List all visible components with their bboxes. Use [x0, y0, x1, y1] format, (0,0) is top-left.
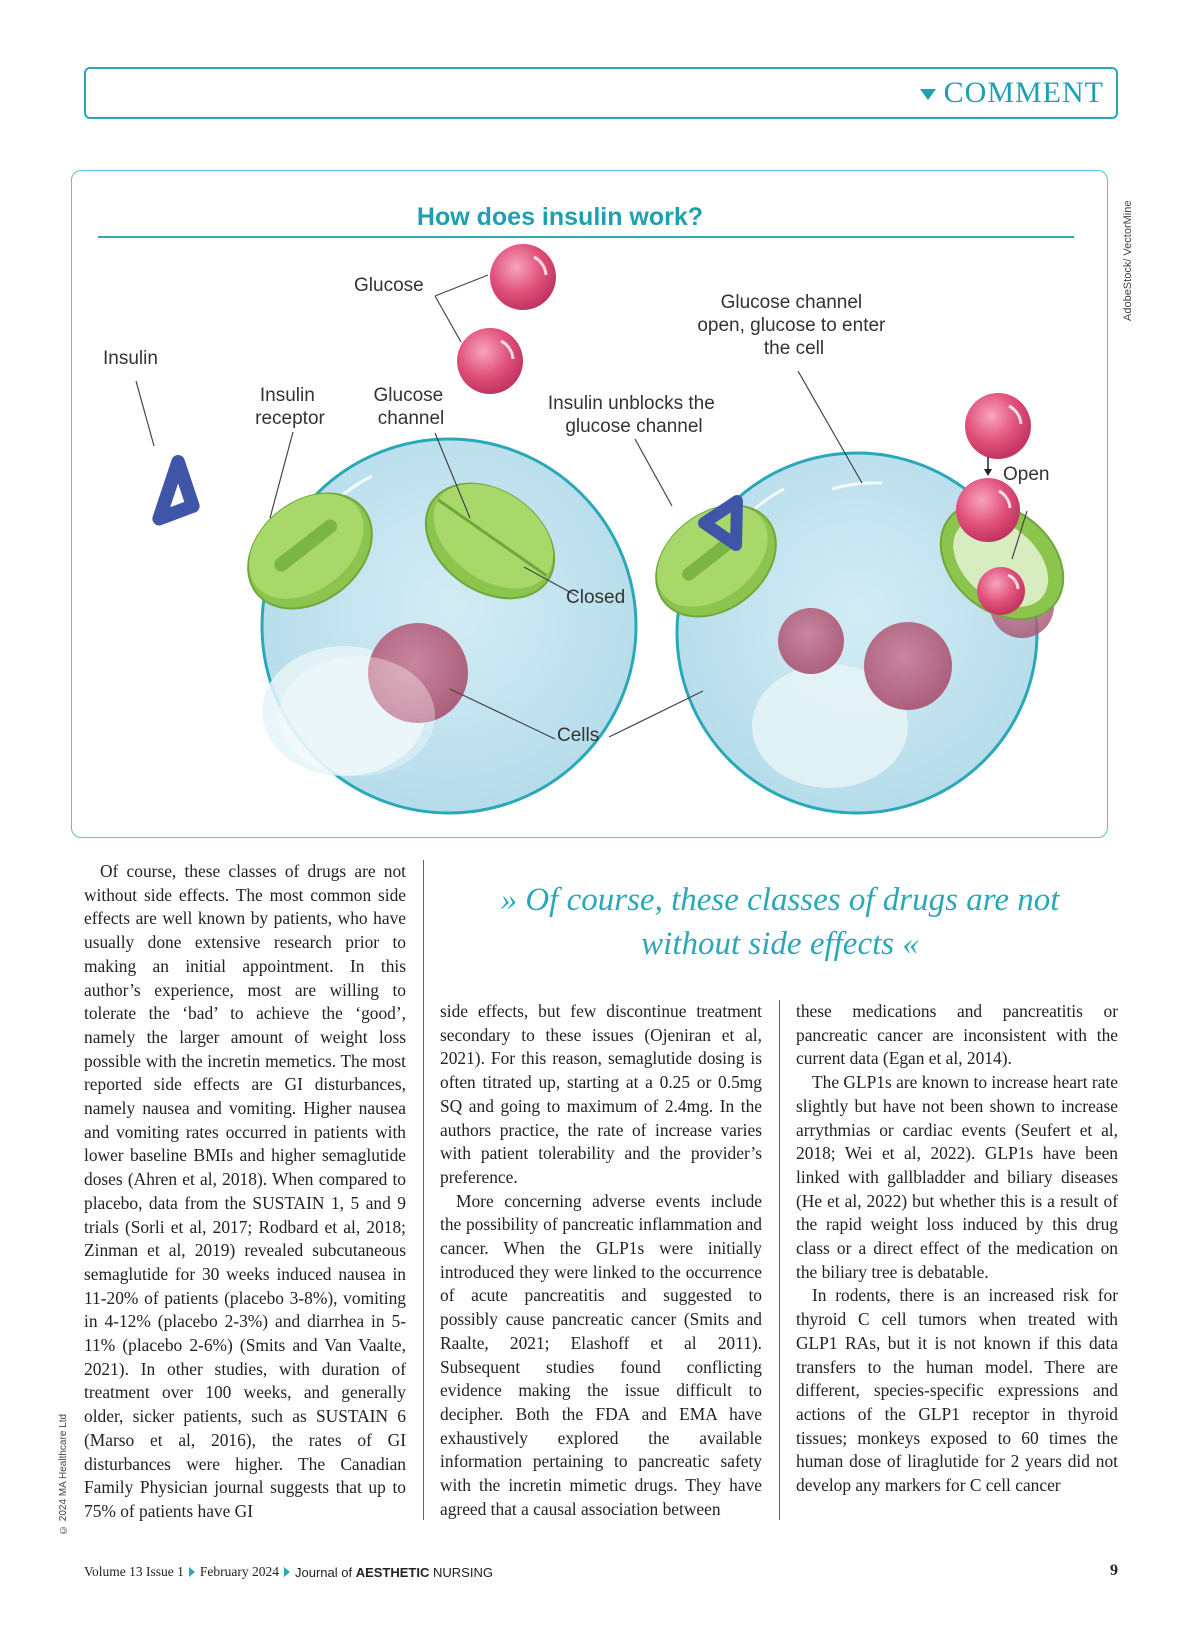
section-label [920, 76, 1104, 110]
journal-bold: AESTHETIC [355, 1564, 430, 1580]
footer-journal [295, 1565, 493, 1580]
article-paragraph: Of course, these classes of drugs are not without side effects. The most common side effects are well known by patients, who have usually done extensive research prior to making an initial appointment. In this author’s experience, most are willing to tolerate the ‘bad’ to achieve the ‘good’, namely the larger amount of weight loss possible with the incretin memetics. The most reported side effects are GI disturbances, namely nausea and vomiting. Higher nausea and vomiting rates occurred in patients with lower baseline BMIs and higher semaglutide doses (Ahren et al, 2018). When compared to placebo, data from the SUSTAIN 1, 5 and 9 trials (Sorli et al, 2017; Rodbard et al, 2018; Zinman et al, 2019) revealed subcutaneous semaglutide for 30 weeks induced nausea in 11-20% of patients (placebo 3-8%), vomiting in 4-12% (placebo 2-3%) and diarrhea in 5-11% (placebo 2-6%) (Smits and Van Vaalte, 2021). In other studies, with duration of treatment over 100 weeks, and generally older, sicker patients, such as SUSTAIN 6 (Marso et al, 2016), the rates of GI disturbances were higher. The Canadian Family Physician journal suggests that up to 75% of patients have GI [84, 861, 406, 1521]
label-closed: Closed [566, 587, 626, 608]
arrow-down-icon [984, 469, 992, 476]
label-cells: Cells [557, 725, 600, 746]
insulin-molecule [159, 462, 193, 519]
article-paragraph: In rodents, there is an increased risk for thyroid C cell tumors when treated with GLP1 RAs, but it is not known if this data transfers to the human model. There are different, species-specific expressions and actions of the GLP1 receptor in thyroid tissues; monkeys exposed to 60 times the human dose of liraglutide for 2 years did not develop any markers for C cell cancer [796, 1285, 1118, 1496]
label-insulin-receptor: Insulin receptor [255, 385, 325, 429]
section-header [84, 67, 1118, 119]
figure-title: How does insulin work? [416, 203, 704, 231]
column-divider [423, 860, 424, 1520]
journal-prefix: Journal of [294, 1564, 353, 1580]
page-number: 9 [1110, 1562, 1118, 1579]
pull-quote: » Of course, these classes of drugs are not without side effects « [500, 882, 1060, 962]
copyright-notice: © 2024 MA Healthcare Ltd [58, 1413, 69, 1535]
diagram-canvas [72, 171, 1108, 838]
image-credit: AdobeStock/ VectorMine [1122, 200, 1134, 321]
column-divider [779, 1000, 780, 1520]
footer-volume: Volume 13 Issue 1 [84, 1564, 184, 1579]
label-glucose: Glucose [354, 275, 424, 296]
article-column-3 [796, 1000, 1118, 1520]
cell-left [226, 439, 636, 813]
article-column-2 [440, 1000, 762, 1520]
triangle-down-icon [920, 89, 936, 100]
article-paragraph: The GLP1s are known to increase heart rate slightly but have not been shown to increase arrythmias or cardiac events (Seufert et al, 2018; Wei et al, 2022). GLP1s have been linked with gallbladder and biliary diseases (He et al, 2022) but whether this is a result of the rapid weight loss induced by this drug class or a direct effect of the medication on the biliary tree is debatable. [796, 1072, 1118, 1282]
article-paragraph: More concerning adverse events include the possibility of pancreatic inflammation and cancer. When the GLP1s were initially introduced they were linked to the occurrence of acute pancreatitis and suggested to possibly cause pancreatic cancer (Smits and Raalte, 2021; Elashoff et al 2011). Subsequent studies found conflicting evidence making the issue difficult to decipher. Both the FDA and EMA have exhaustively explored the available information pertaining to pancreatic safety with the incretin mimetic drugs. They have agreed that a causal association between [440, 1190, 762, 1519]
article-paragraph: these medications and pancreatitis or pancreatic cancer are inconsistent with the current data (Egan et al, 2014). [796, 1001, 1118, 1069]
arrow-right-icon [284, 1567, 290, 1577]
label-glucose-channel-open: Glucose channel open, glucose to enter the cell [697, 292, 886, 359]
article-column-1 [84, 860, 406, 1520]
glucose-molecules [457, 244, 556, 394]
footer-date: February 2024 [199, 1564, 279, 1579]
label-insulin: Insulin [103, 348, 158, 369]
label-glucose-channel: Glucose channel [373, 385, 445, 429]
label-insulin-unblocks: Insulin unblocks the glucose channel [547, 393, 715, 437]
insulin-diagram [71, 170, 1108, 838]
section-label-text: COMMENT [943, 76, 1104, 109]
article-paragraph: side effects, but few discontinue treatment secondary to these issues (Ojeniran et al, 2021). For this reason, semaglutide dosing is often titrated up, starting at a 0.25 or 0.5mg SQ and going to maximum of 2.4mg. In the authors practice, the rate of increase varies with patient tolerability and the provider’s preference. [440, 1001, 762, 1187]
page-footer [84, 1564, 493, 1580]
journal-suffix: NURSING [433, 1564, 493, 1580]
cell-right [634, 393, 1086, 813]
label-open: Open [1003, 464, 1050, 485]
arrow-right-icon [189, 1567, 195, 1577]
